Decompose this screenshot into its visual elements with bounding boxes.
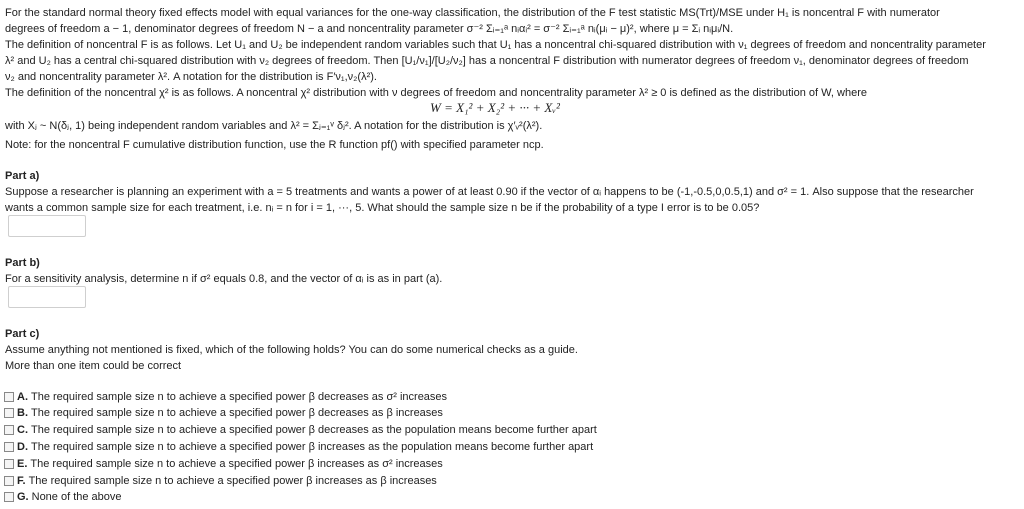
option-f[interactable] [4, 474, 437, 488]
part-a-answer-input[interactable] [8, 215, 86, 237]
part-a-line-2: wants a common sample size for each treatment, i.e. nᵢ = n for i = 1, ···, 5. What should the sample size n be if the probability of a type I error is to be 0.05? [5, 202, 760, 214]
option-b-checkbox[interactable] [4, 408, 14, 418]
option-g-letter: G. [17, 491, 29, 503]
option-f-text: The required sample size n to achieve a specified power β increases as β increases [28, 475, 437, 487]
part-c-line-2: More than one item could be correct [5, 360, 182, 372]
option-b-text: The required sample size n to achieve a specified power β decreases as β increases [31, 407, 443, 419]
option-d[interactable] [4, 440, 593, 454]
part-c-title: Part c) [5, 328, 40, 340]
option-f-checkbox[interactable] [4, 476, 14, 486]
intro-line-6: The definition of the noncentral χ² is as follows. A noncentral χ² distribution with ν degrees of freedom and noncentrality parameter λ² ≥ 0 is defined as the distribution of W, where [5, 87, 867, 99]
option-d-checkbox[interactable] [4, 442, 14, 452]
chi-square-formula: W = X₁² + X₂² + ··· + Xᵥ² [430, 100, 560, 115]
option-e[interactable] [4, 457, 443, 471]
option-a-text: The required sample size n to achieve a specified power β decreases as σ² increases [31, 391, 448, 403]
intro-line-2: degrees of freedom a − 1, denominator degrees of freedom N − a and noncentrality parameter σ⁻² Σᵢ₌₁ᵃ nᵢαᵢ² = σ⁻² Σᵢ₌₁ᵃ nᵢ(μᵢ − μ)², where μ = Σᵢ nᵢμᵢ/N. [5, 23, 734, 35]
option-f-letter: F. [17, 475, 26, 487]
intro-line-7: with Xⱼ ~ N(δⱼ, 1) being independent random variables and λ² = Σⱼ₌₁ᵛ δⱼ². A notation for the distribution is χ′ᵥ²(λ²). [5, 120, 543, 132]
option-d-letter: D. [17, 441, 28, 453]
intro-line-4: λ² and U₂ has a central chi-squared distribution with ν₂ degrees of freedom. Then [U₁/ν₁]/[U₂/ν₂] has a noncentral F distribution with numerator degrees of freedom ν₁, denominator degrees of freedom [5, 55, 969, 67]
option-b-letter: B. [17, 407, 28, 419]
part-b-title: Part b) [5, 257, 40, 269]
option-a-checkbox[interactable] [4, 392, 14, 402]
intro-line-5: ν₂ and noncentrality parameter λ². A notation for the distribution is F′ν₁,ν₂(λ²). [5, 71, 377, 83]
intro-line-3: The definition of noncentral F is as follows. Let U₁ and U₂ be independent random variables such that U₁ has a noncentral chi-squared distribution with ν₁ degrees of freedom and noncentrality parameter [5, 39, 986, 51]
option-c-checkbox[interactable] [4, 425, 14, 435]
option-c[interactable] [4, 423, 597, 437]
option-c-text: The required sample size n to achieve a specified power β decreases as the population means become further apart [31, 424, 597, 436]
option-a[interactable] [4, 390, 447, 404]
option-g-checkbox[interactable] [4, 492, 14, 502]
option-e-letter: E. [17, 458, 28, 470]
option-e-checkbox[interactable] [4, 459, 14, 469]
option-c-letter: C. [17, 424, 28, 436]
option-e-text: The required sample size n to achieve a specified power β increases as σ² increases [30, 458, 443, 470]
option-g[interactable] [4, 490, 122, 504]
part-b-line-1: For a sensitivity analysis, determine n if σ² equals 0.8, and the vector of αᵢ is as in part (a). [5, 273, 443, 285]
part-a-line-1: Suppose a researcher is planning an experiment with a = 5 treatments and wants a power of at least 0.90 if the vector of αᵢ happens to be (-1,-0.5,0,0.5,1) and σ² = 1. Also suppose that the researcher [5, 186, 974, 198]
part-b-answer-input[interactable] [8, 286, 86, 308]
option-d-text: The required sample size n to achieve a specified power β increases as the population means become further apart [31, 441, 594, 453]
intro-line-1: For the standard normal theory fixed effects model with equal variances for the one-way classification, the distribution of the F test statistic MS(Trt)/MSE under H₁ is noncentral F with numerator [5, 7, 940, 19]
part-a-title: Part a) [5, 170, 40, 182]
option-a-letter: A. [17, 391, 28, 403]
option-g-text: None of the above [31, 491, 122, 503]
option-b[interactable] [4, 406, 443, 420]
intro-note: Note: for the noncentral F cumulative distribution function, use the R function pf() with specified parameter ncp. [5, 139, 544, 151]
part-c-line-1: Assume anything not mentioned is fixed, which of the following holds? You can do some numerical checks as a guide. [5, 344, 578, 356]
